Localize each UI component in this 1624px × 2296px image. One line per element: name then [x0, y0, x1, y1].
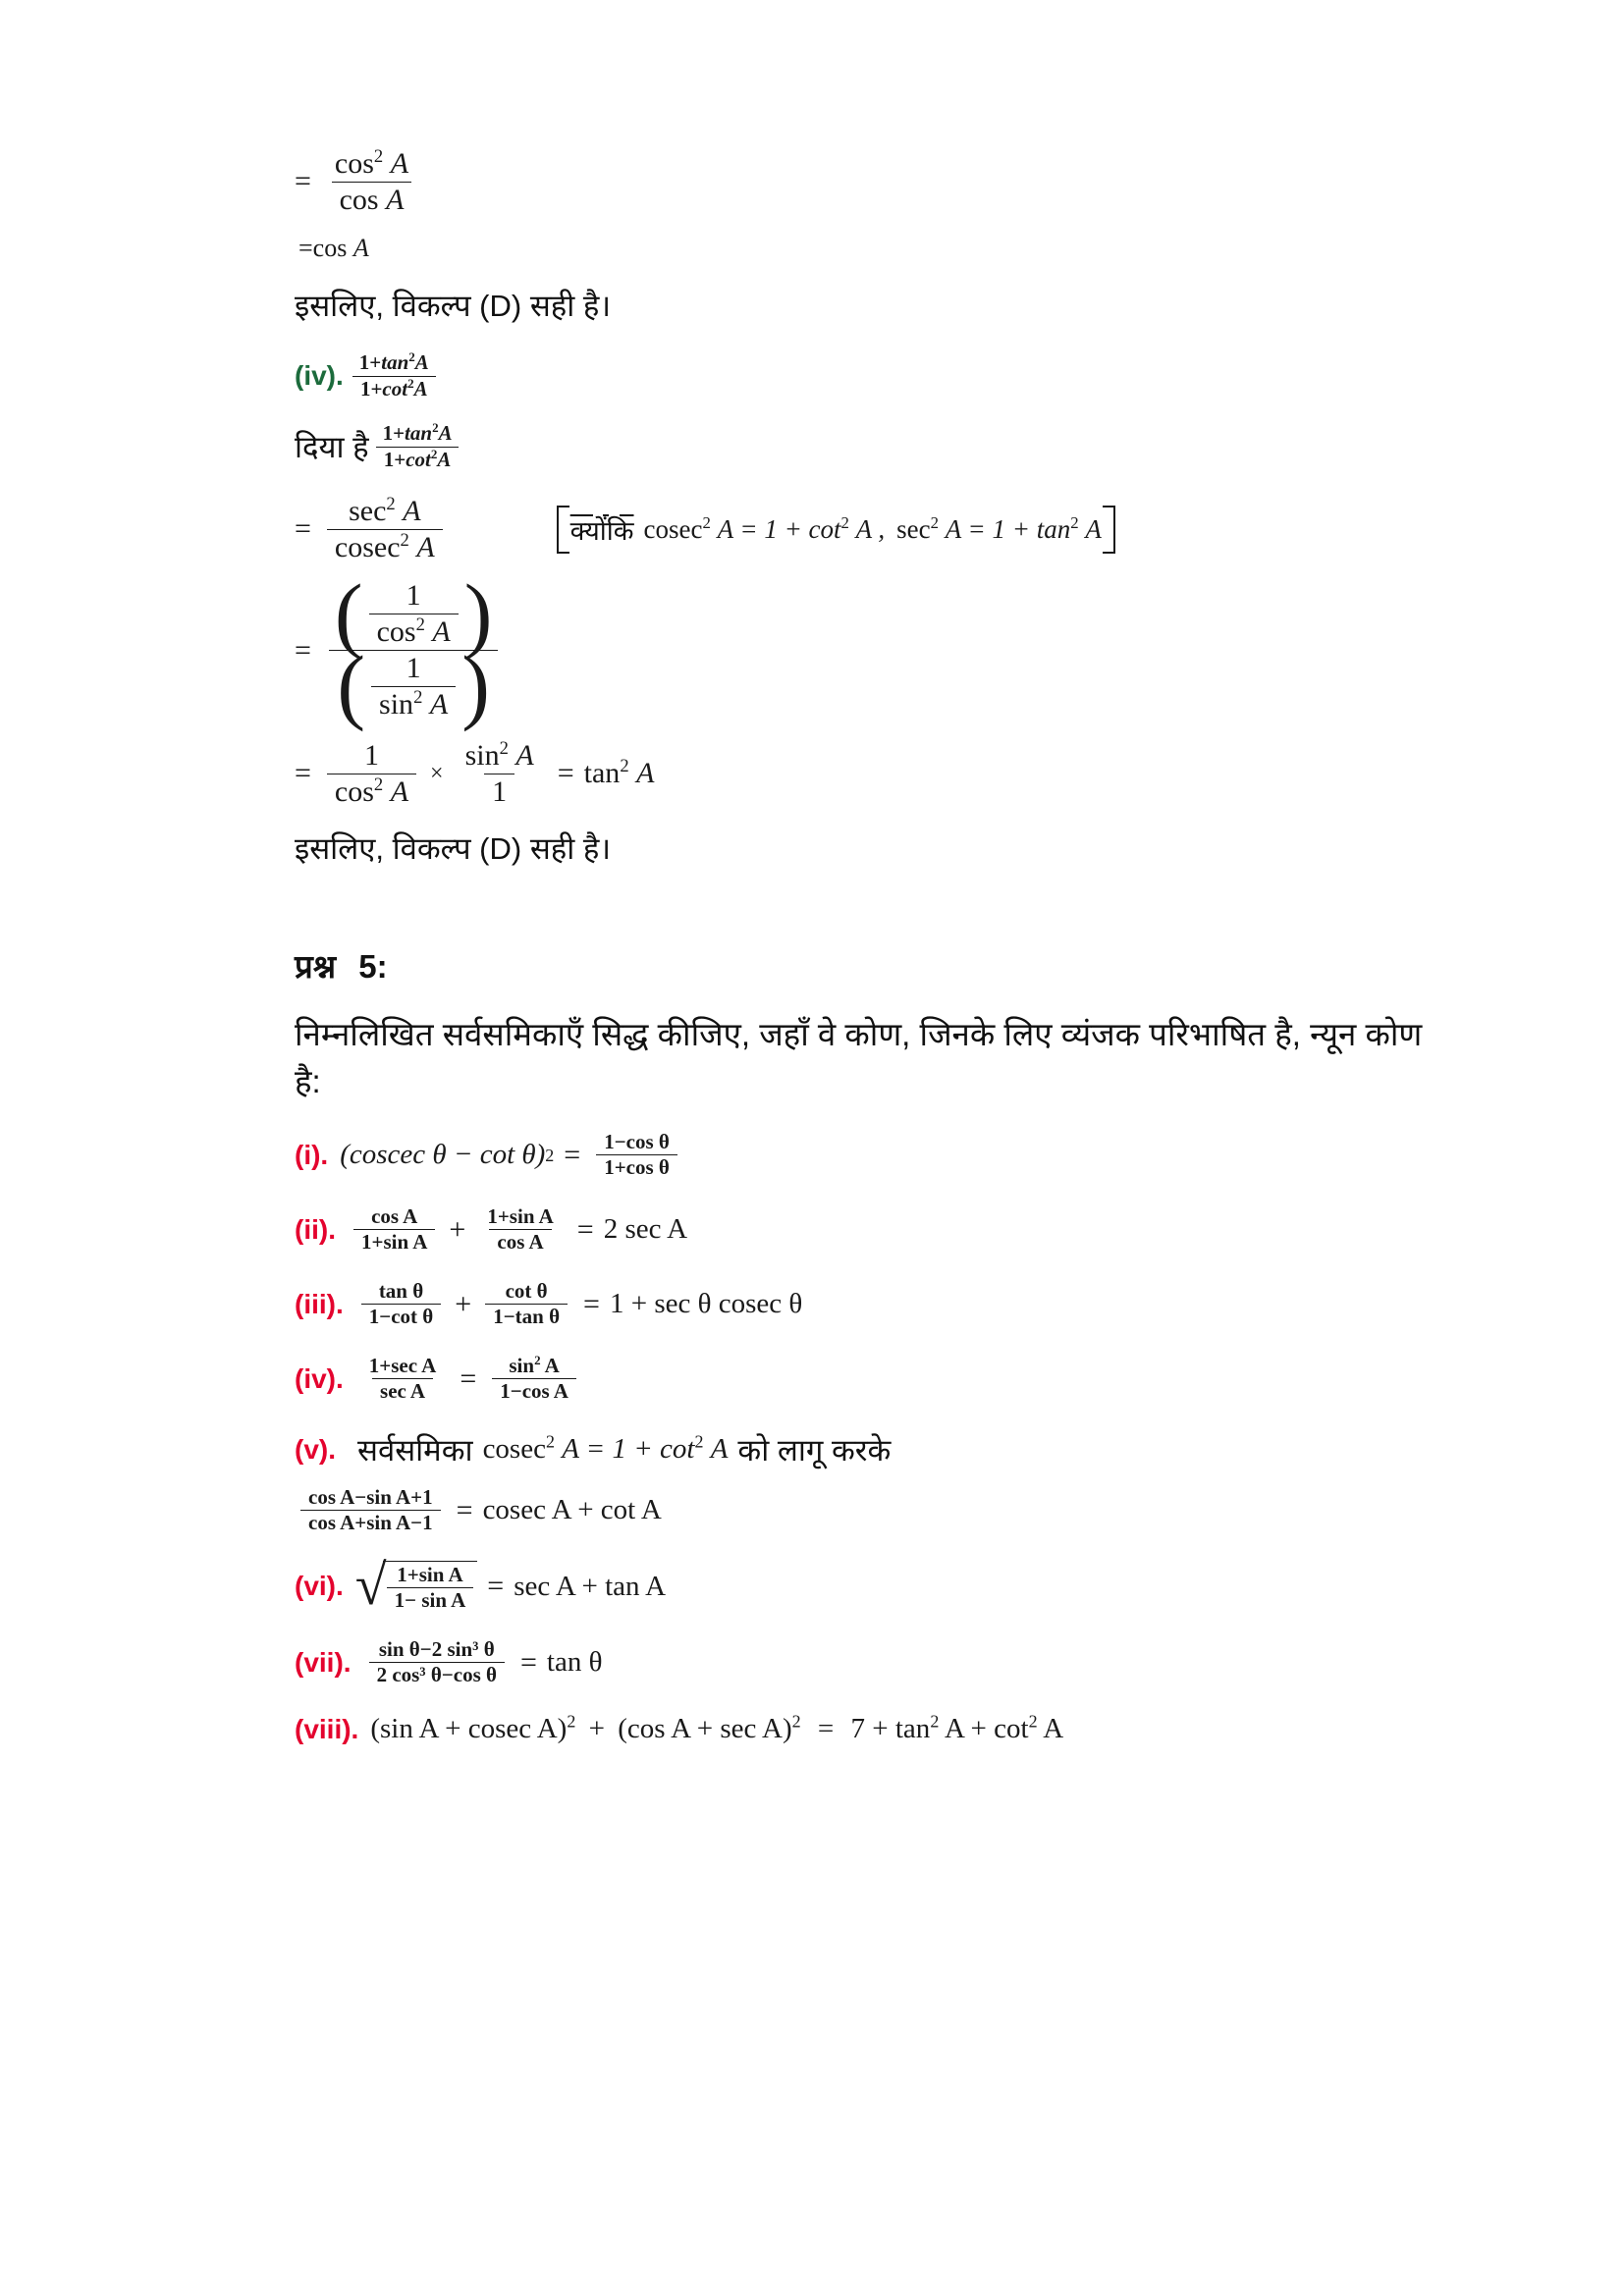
- equals-sign-2: =: [557, 757, 574, 789]
- fraction-denominator: cos A+sin A−1: [300, 1510, 441, 1535]
- equals-sign: =: [576, 1212, 594, 1246]
- equals-cos-a-line: =cos A: [298, 234, 369, 263]
- fraction-denominator: [329, 638, 497, 733]
- solution-iv-statement: [295, 351, 1473, 400]
- item-iii-rhs: 1 + sec θ cosec θ: [609, 1288, 803, 1320]
- item-label-ii: (ii).: [295, 1213, 336, 1245]
- item-vii-rhs: tan θ: [546, 1646, 603, 1679]
- item-label-vi: (vi).: [295, 1571, 344, 1602]
- fraction-denominator: 1−cos A: [492, 1378, 576, 1404]
- fraction-denominator: 1−tan θ: [485, 1304, 568, 1329]
- step2-row: [295, 565, 1473, 733]
- question-5-heading: [295, 943, 1473, 988]
- equals-sign: =: [519, 1645, 537, 1679]
- question-colon: :: [376, 948, 388, 986]
- item-v-equation-row: [295, 1486, 1473, 1535]
- statement-line-1: निम्नलिखित सर्वसमिकाएँ सिद्ध कीजिए, जहाँ वे कोण, जिनके लिए व्यंजक परिभाषित है, न्यून कोण: [295, 1016, 1423, 1053]
- nested-fraction: [327, 565, 500, 733]
- question-item-vii: [295, 1638, 1473, 1687]
- item-vi-rhs: sec A + tan A: [514, 1570, 667, 1602]
- fraction-denominator: $\cos^2 A$: [327, 774, 416, 809]
- equals-sign: =: [460, 1362, 477, 1395]
- item-vi-square-root: [354, 1552, 478, 1617]
- fraction-numerator: 1+sin A: [487, 1203, 554, 1228]
- fraction-numerator: $1+\tan^2A$: [382, 420, 453, 446]
- item-v-text-after: को लागू करके: [737, 1432, 892, 1468]
- item-viii-expression: (sin A + cosec A)$^2$ + (cos $A + \sec A)^2 = 7 + \tan^2 A + \cot^2 A$: [370, 1711, 1064, 1744]
- item-v-text-before: सर्वसमिका: [357, 1432, 473, 1468]
- radical-icon: √: [354, 1552, 387, 1617]
- item-label-vii: (vii).: [295, 1646, 352, 1678]
- fraction-numerator: $1+\tan^2A$: [358, 349, 429, 375]
- fraction-numerator: $\sin^2 A$: [464, 737, 534, 772]
- multiplication-sign: ×: [430, 760, 444, 786]
- radicand: [383, 1561, 478, 1613]
- question-item-i: (i). (coscec θ − cot θ) 2 = $\frac{\text{1−cos θ}}{\text{1+cos θ}}$: [295, 1131, 1473, 1180]
- solution-iv: [295, 351, 1473, 869]
- item-vii-fraction: [369, 1638, 505, 1687]
- fraction-numerator: $\sec^2 A$: [349, 494, 421, 528]
- equals-sign: =: [295, 757, 311, 789]
- item-iii-fraction-1: [361, 1280, 442, 1329]
- left-paren: (: [334, 565, 363, 661]
- fraction-denominator: cos A: [489, 1229, 551, 1255]
- conclusion-option-d-first: इसलिए, विकल्प (D) सही है।: [295, 289, 612, 324]
- item-label-viii: (viii).: [295, 1713, 359, 1744]
- question-item-iv: [295, 1352, 1473, 1404]
- fraction-numerator: 1+sec A: [368, 1353, 437, 1377]
- question-item-viii: [295, 1713, 1473, 1745]
- fraction-denominator: cosec$^2$ A: [327, 529, 443, 564]
- item-ii-fraction-2: [479, 1205, 561, 1255]
- fraction-denominator: 1+cos θ: [596, 1154, 677, 1180]
- item-label-iv: (iv).: [295, 1362, 344, 1394]
- right-paren: ): [461, 638, 490, 733]
- fraction-numerator: $\cos^2 A$: [334, 146, 409, 180]
- page-content: [295, 147, 1473, 1745]
- equals-sign: =: [456, 1493, 473, 1526]
- one-over-sin-squared: $\frac{1}{\sin^2 A}$: [371, 652, 456, 721]
- solution-iii-tail: [295, 147, 1473, 326]
- fraction-numerator: $\sin^2 A$: [509, 1352, 560, 1377]
- item-iii-fraction-2: [485, 1280, 568, 1329]
- fraction-denominator: sec A: [372, 1378, 433, 1404]
- one-over-cos-squared: $\frac{1}{\cos^2 A}$: [369, 579, 459, 648]
- fraction-denominator: $1+\cot^2A$: [376, 447, 460, 472]
- item-i-rhs-fraction: [596, 1131, 677, 1180]
- item-v-rhs: cosec A + cot A: [482, 1494, 662, 1526]
- equals-sign: =: [295, 165, 311, 198]
- fraction-numerator: sin θ−2 sin³ θ: [378, 1636, 495, 1661]
- question-number: 5: [358, 948, 377, 986]
- fraction-numerator: cot θ: [505, 1278, 548, 1303]
- question-item-v: [295, 1429, 1473, 1535]
- item-label-iii: (iii).: [295, 1288, 344, 1319]
- fraction-denominator: 1−cot θ: [361, 1304, 442, 1329]
- right-paren: ): [463, 565, 493, 661]
- fraction-numerator: cos A−sin A+1: [308, 1484, 433, 1509]
- cos-squared-fraction: [327, 147, 416, 216]
- question-word: प्रश्न: [295, 948, 337, 986]
- item-i-lhs: (coscec θ − cot θ): [340, 1139, 546, 1171]
- exponent: 2: [373, 146, 384, 167]
- equals-sign: =: [295, 633, 311, 667]
- step1-row: [295, 495, 1473, 563]
- item-vi-fraction: [387, 1564, 474, 1613]
- equals-sign: =: [487, 1570, 505, 1603]
- equals-sign: =: [583, 1287, 600, 1320]
- identity-bracket-note: [557, 506, 1115, 554]
- step3-row: [295, 739, 1473, 808]
- one-over-cos-squared-fraction: $\frac{1}{\cos^2 A}$: [327, 739, 416, 808]
- expression-fraction: [352, 351, 437, 400]
- cos-squared-over-cos-equation: [295, 147, 1473, 216]
- result-tan-squared: $\tan^2 A$: [583, 756, 655, 789]
- fraction-denominator: $\cos^2 A$: [369, 614, 459, 649]
- item-label-i: (i).: [295, 1139, 329, 1170]
- conclusion-option-d-second: इसलिए, विकल्प (D) सही है।: [295, 831, 612, 867]
- fraction-numerator: 1−cos θ: [604, 1129, 670, 1153]
- equals-sign: =: [295, 512, 311, 546]
- fraction-denominator: 1+sin A: [353, 1229, 435, 1255]
- left-paren: (: [337, 638, 366, 733]
- given-fraction: [375, 422, 460, 471]
- question-5-statement: [295, 1011, 1473, 1105]
- given-label: दिया है: [295, 430, 369, 465]
- item-iv-fraction-2: [492, 1352, 576, 1404]
- fraction-numerator: cos A: [371, 1203, 418, 1228]
- paren-group-sin: [337, 638, 490, 733]
- because-label: क्योंकि: [569, 515, 634, 546]
- question-item-ii: [295, 1205, 1473, 1255]
- fraction-numerator: tan θ: [378, 1278, 424, 1303]
- item-ii-fraction-1: [353, 1205, 435, 1255]
- plus-sign: +: [455, 1287, 472, 1320]
- question-item-vi: [295, 1552, 1473, 1617]
- equals-sign: =: [564, 1138, 581, 1171]
- question-5-section: [295, 943, 1473, 1745]
- item-label-iv: (iv).: [295, 360, 344, 392]
- item-iv-fraction-1: [361, 1355, 445, 1404]
- fraction-denominator: 1− sin A: [387, 1587, 474, 1613]
- fraction-denominator: cos A: [332, 182, 412, 217]
- item-v-identity: cosec$^2$ $A = 1 + \cot^2 A$: [482, 1431, 729, 1466]
- item-ii-rhs: 2 sec A: [603, 1213, 688, 1246]
- fraction-numerator: 1+sin A: [397, 1562, 463, 1586]
- item-v-text-row: [295, 1429, 1473, 1470]
- plus-sign: +: [449, 1212, 466, 1246]
- question-item-iii: [295, 1280, 1473, 1329]
- fraction-denominator: $1+\cot^2A$: [352, 376, 436, 401]
- fraction-denominator: 2 cos³ θ−cos θ: [369, 1662, 505, 1687]
- fraction-denominator: $\sin^2 A$: [371, 686, 456, 721]
- sec-over-cosec-fraction: [327, 495, 443, 563]
- item-v-fraction: [300, 1486, 441, 1535]
- item-label-v: (v).: [295, 1433, 336, 1465]
- identity-sec: $\sec^2 A = 1 + \tan^2 A$: [896, 512, 1102, 544]
- identity-cosec: cosec$^2$ $A = 1 + \cot^2 A$ ,: [643, 512, 886, 544]
- given-line: [295, 422, 1473, 471]
- statement-line-2: है:: [295, 1062, 321, 1099]
- sin-squared-over-one-fraction: $\frac{\sin^2 A}{1}$: [458, 739, 542, 808]
